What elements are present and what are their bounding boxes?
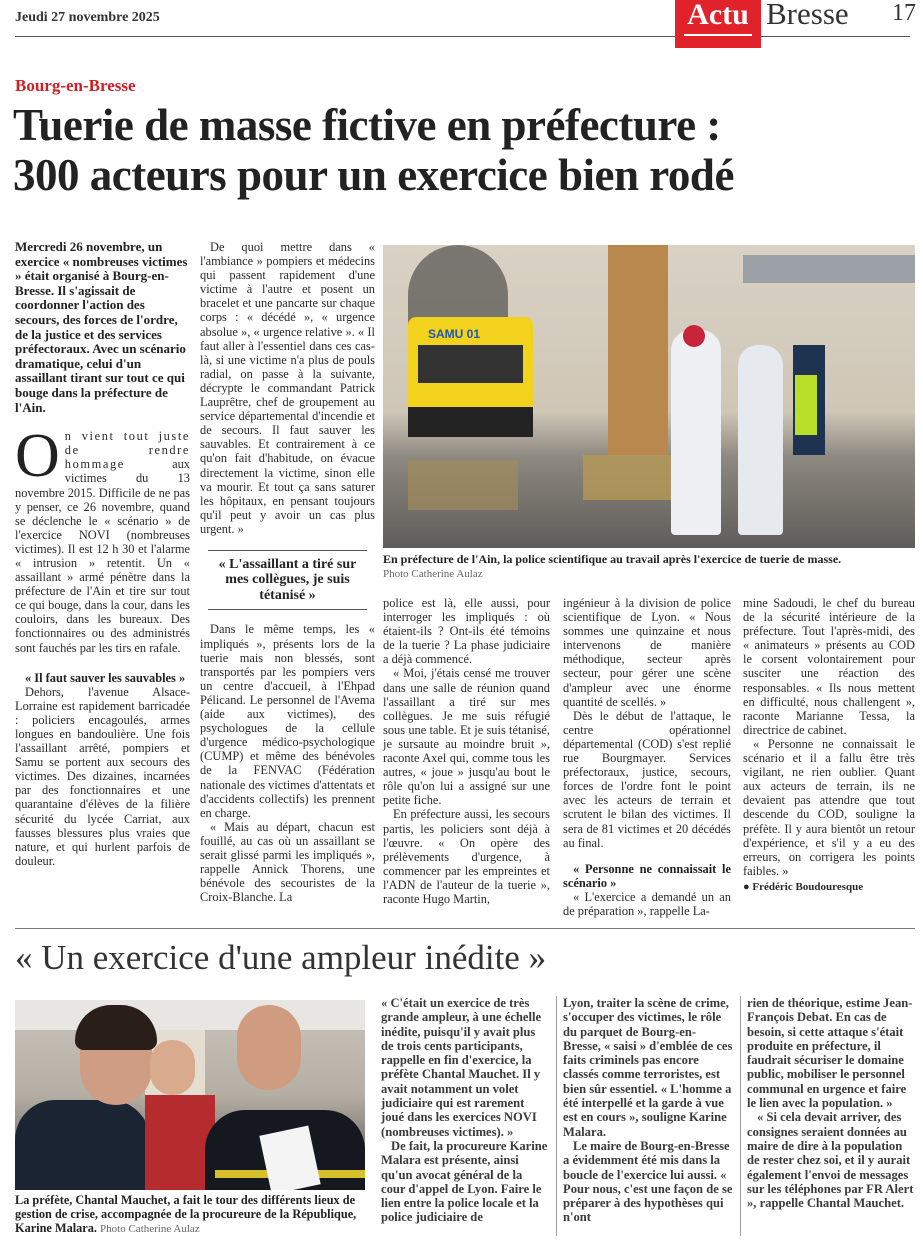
sidebar-photo-prefect: [15, 1000, 365, 1190]
photo-caption: [383, 552, 918, 581]
paragraph: « C'était un exercice de très grande ampleur, à une échelle inédite, puisqu'il y avait plus de trois cents participants, rappelle en fin d'exercice, la préfète Chantal Mauchet. Il y avait notamment un volet judiciaire qui est rarement joué dans les exercices NOVI (nombreuses victimes). »: [381, 996, 542, 1139]
drop-cap: O: [15, 422, 60, 491]
author-name: Frédéric Boudouresque: [752, 880, 864, 893]
pull-quote: « L'assaillant a tiré sur mes collègues, je suis tétanisé »: [208, 550, 367, 611]
subheading: « Personne ne connaissait le scénario »: [563, 861, 731, 890]
paragraph: aux victimes du 13 novembre 2015. Difficile de ne pas y penser, ce 26 novembre, quand se déclenche le « scénario » de l'exercice NOVI (nombreuses victimes). Il est 12 h 30 et l'alarme « intrusion » retentit. Un « assaillant » armé pénètre dans la préfecture de l'Ain et tire sur tout ce qui bouge, dans la cour, dans les couloirs, dans les bureaux. Des fonctionnaires ou des administrés sont fauchés par les tirs en rafale.: [15, 457, 190, 655]
paragraph: « Mais au départ, chacun est fouillé, au cas où un assaillant se serait glissé parmi les impliqués », rappelle Annick Thorens, une bénévole des secouristes de la Croix-Blanche. La: [200, 819, 375, 905]
paragraph: Dès le début de l'attaque, le centre opérationnel départemental (COD) s'est replié rue Bourgmayer. Services préfectoraux, justice, secours, forces de l'ordre font le point avec les acteurs de terrain et scrutent le bilan des victimes. Il sera de 81 victimes et 20 décédés au final.: [563, 708, 731, 850]
header-rule: [15, 36, 910, 37]
paragraph: En préfecture aussi, les secours partis, les policiers sont déjà à l'œuvre. « On opère des prélèvements d'urgence, à commencer par les empreintes et l'ADN de l'auteur de la tuerie », raconte Hugo Martin,: [383, 807, 550, 906]
paragraph: rien de théorique, estime Jean-François Debat. En cas de besoin, si cette attaque s'était produite en préfecture, il faudrait sécuriser le domaine public, mobiliser le personnel communal en urgence et faire le lien avec la population. »: [747, 996, 913, 1111]
section-divider: [15, 928, 915, 929]
paragraph: Dans le même temps, les « impliqués », présents lors de la tuerie mais non blessés, sont transportés par les pompiers vers un centre d'accueil, à l'Ehpad Pélicand. Le personnel de l'Avema (aide aux victimes), des psychologues de la cellule d'urgence médico-psychologique (CUMP) et même des bénévoles de la FENVAC (Fédération nationale des victimes d'attentats et d'accidents collectifs) les prennent en charge.: [200, 622, 375, 820]
article-headline: [13, 100, 918, 200]
article-column-2: [200, 240, 375, 904]
article-column-4: [563, 596, 731, 918]
brand-actu-text: Actu: [687, 0, 749, 31]
paragraph: De quoi mettre dans « l'ambiance » pompiers et médecins qui passent rapidement d'une victime à l'autre et posent un bracelet et une pancarte sur chaque corps : « décédé », « urgence absolue », « urgence relative ». « Il faut aller à l'essentiel dans ces cas-là, si une victime n'a plus de pouls radial, on passe à la suivante, décrypte le commandant Patrick Lauprêtre, chef de groupement au service départemental d'incendie et de secours. Il faut sauver les sauvables. Et contrairement à ce qu'on fait d'habitude, on évacue directement la victime, sinon elle va mourir. Et tout ça sans saturer les hôpitaux, en pensant toujours qu'il peut y avoir un cas plus urgent. »: [200, 240, 375, 536]
article-column-1: [15, 240, 190, 868]
brand-logo-actu: [675, 0, 761, 48]
article-photo-forensics: [383, 245, 915, 548]
photo-credit: Photo Catherine Aulaz: [100, 1223, 200, 1235]
author-signature: ● Frédéric Boudouresque: [743, 880, 864, 893]
column-rule: [556, 996, 557, 1236]
caption-text: La préfète, Chantal Mauchet, a fait le tour des différents lieux de gestion de crise, accompagnée de la procureure de la République, Karine Malara.: [15, 1193, 357, 1235]
subheading: « Il faut sauver les sauvables »: [25, 670, 186, 685]
paragraph: mine Sadoudi, le chef du bureau de la sécurité intérieure de la préfecture. Tout l'après-midi, des « animateurs » présents au COD le corsent volontairement pour susciter une réaction des responsables. « Ils nous mettent en difficulté, nous challengent », raconte Marianne Tessa, la directrice de cabinet.: [743, 596, 915, 737]
paragraph: Lyon, traiter la scène de crime, s'occuper des victimes, le rôle du parquet de Bourg-en-Bresse, « saisi » d'emblée de ces faits criminels pas encore classés comme terroristes, est bien sûr essentiel. « L'homme a été interpellé et la garde à vue est en cours », souligne Karine Malara.: [563, 996, 733, 1139]
paragraph: police est là, elle aussi, pour interroger les impliqués : où étaient-ils ? Ont-ils été témoins de la tuerie ? La phase judiciaire a déjà commencé.: [383, 596, 550, 667]
sidebar-column-3: [747, 996, 917, 1210]
sidebar-title: « Un exercice d'une ampleur inédite »: [15, 938, 547, 977]
article-kicker: Bourg-en-Bresse: [15, 76, 136, 95]
sidebar-photo-caption: [15, 1193, 365, 1236]
headline-line-2: 300 acteurs pour un exercice bien rodé: [13, 150, 734, 200]
article-column-5: [743, 596, 915, 894]
page-date: Jeudi 27 novembre 2025: [15, 10, 160, 25]
ambulance-label: SAMU 01: [428, 327, 481, 341]
sidebar-column-2: [563, 996, 733, 1225]
paragraph: Dehors, l'avenue Alsace-Lorraine est rapidement barricadée : policiers encagoulés, armes longues en bandoulière. Une fois l'assaillant arrêté, pompiers et Samu se portent aux secours des victimes. Des dizaines, incarnées par des fonctionnaires et une quarantaine d'élèves de la filière sécurité du lycée Carriat, aux fausses blessures plus vraies que nature, et qui hurlent parfois de douleur.: [15, 684, 190, 868]
paragraph: « Personne ne connaissait le scénario et il a fallu être très vigilant, ne rien oublier. Quant aux acteurs de terrain, ils ne devaient pas attendre que tout descende du COD, souligne la préfète. Il y aura bientôt un retour d'expérience, et s'il y a eu des erreurs, on corrigera les points faibles. »: [743, 736, 915, 878]
paragraph: ingénieur à la division de police scientifique de Lyon. « Nous sommes une quinzaine et nous intervenons de manière méthodique, secteur après secteur, pour gérer une scène d'ampleur avec une énorme quantité de scellés. »: [563, 596, 731, 709]
paragraph: « Moi, j'étais censé me trouver dans une salle de réunion quand l'assaillant a tiré sur mes collègues. Je me suis réfugié sous une table. Et je suis tétanisé, je sursaute au moindre bruit », raconte Axel qui, comme tous les autres, « joue » jusqu'au bout le rôle qu'on lui a assigné sur une petite fiche.: [383, 666, 550, 808]
ambulance: [408, 317, 533, 437]
headline-line-1: Tuerie de masse fictive en préfecture :: [13, 100, 721, 150]
paragraph-opening: n vient tout juste de rendre hommage: [64, 429, 190, 472]
page-number: 17: [892, 0, 916, 26]
section-name: Bresse: [766, 0, 849, 31]
caption-text: En préfecture de l'Ain, la police scientifique au travail après l'exercice de tuerie de masse.: [383, 552, 842, 566]
paragraph: De fait, la procureure Karine Malara est présente, ainsi qu'un avocat général de la cour d'appel de Lyon. Faire le lien entre la police locale et la police judiciaire de: [381, 1138, 548, 1225]
article-lead: Mercredi 26 novembre, un exercice « nombreuses victimes » était organisé à Bourg-en-Bresse. Il s'agissait de coordonner l'action des secours, des forces de l'ordre, de la justice et des services préfectoraux. Avec un scénario dramatique, celui d'un assaillant tirant sur tout ce qui bouge dans la préfecture de l'Ain.: [15, 239, 188, 415]
article-column-3: [383, 596, 550, 906]
column-rule: [740, 996, 741, 1236]
paragraph: « L'exercice a demandé un an de préparation », rappelle La-: [563, 889, 731, 918]
paragraph: « Si cela devait arriver, des consignes seraient données au maire de dire à la population de rester chez soi, et il y aurait également l'envoi de messages sur les téléphones par FR Alert », rappelle Chantal Mauchet.: [747, 1110, 914, 1211]
paragraph: Le maire de Bourg-en-Bresse a évidemment été mis dans la boucle de l'exercice lui aussi. « Pour nous, c'est une façon de se préparer à des hypothèses qui n'ont: [563, 1138, 733, 1225]
sidebar-column-1: [381, 996, 549, 1225]
photo-credit: Photo Catherine Aulaz: [383, 568, 483, 580]
